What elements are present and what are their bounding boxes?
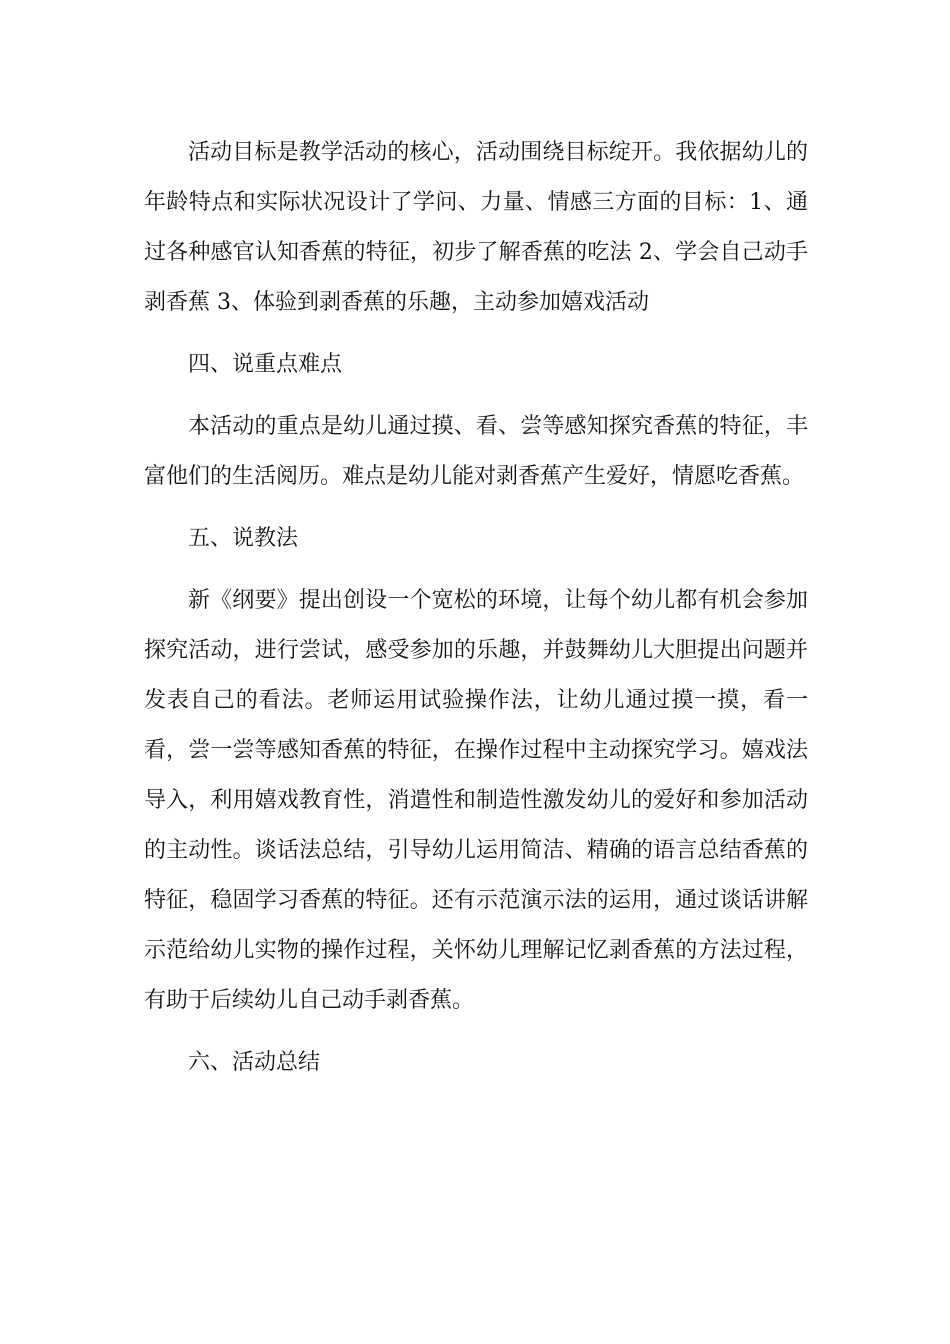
paragraph-key-difficulties: 本活动的重点是幼儿通过摸、看、尝等感知探究香蕉的特征，丰富他们的生活阅历。难点是幼儿能对剥香蕉产生爱好，情愿吃香蕉。 (144, 414, 808, 489)
section-heading-key-difficulties: 四、说重点难点 (188, 352, 343, 377)
paragraph-teaching-methods: 新《纲要》提出创设一个宽松的环境，让每个幼儿都有机会参加探究活动，进行尝试，感受参加的乐趣，并鼓舞幼儿大胆提出问题并发表自己的看法。老师运用试验操作法，让幼儿通过摸一摸，看一看，尝一尝等感知香蕉的特征，在操作过程中主动探究学习。嬉戏法导入，利用嬉戏教育性，消遣性和制造性激发幼儿的爱好和参加活动的主动性。谈话法总结，引导幼儿运用简洁、精确的语言总结香蕉的特征，稳固学习香蕉的特征。还有示范演示法的运用，通过谈话讲解示范给幼儿实物的操作过程，关怀幼儿理解记忆剥香蕉的方法过程，有助于后续幼儿自己动手剥香蕉。 (144, 588, 808, 1013)
document-body (144, 128, 808, 1088)
paragraph-activity-goals: 活动目标是教学活动的核心，活动围绕目标绽开。我依据幼儿的年龄特点和实际状况设计了学问、力量、情感三方面的目标：1、通过各种感官认知香蕉的特征，初步了解香蕉的吃法 2、学会自己动手剥香蕉 3、体验到剥香蕉的乐趣，主动参加嬉戏活动 (144, 140, 808, 315)
section-heading-teaching-methods: 五、说教法 (188, 526, 299, 551)
section-heading-activity-summary: 六、活动总结 (188, 1050, 321, 1075)
